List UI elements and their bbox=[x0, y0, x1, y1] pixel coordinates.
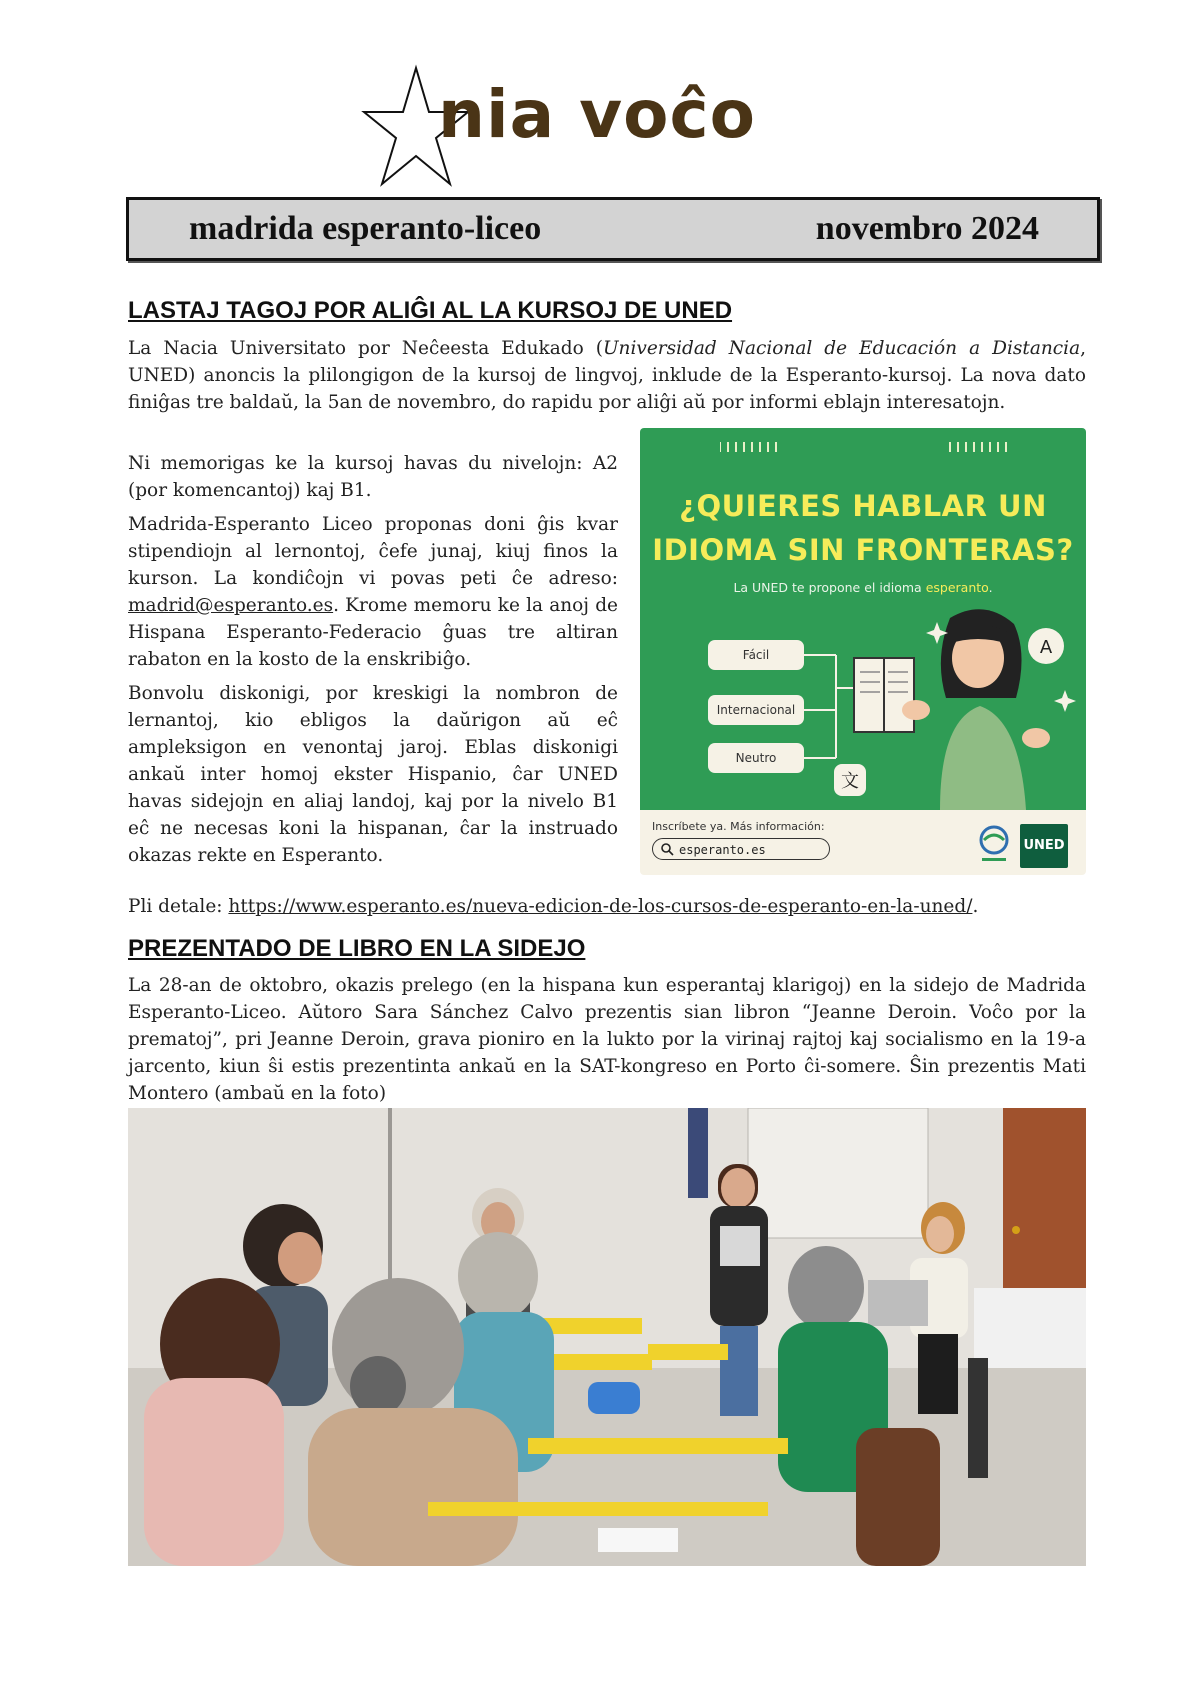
article1-p2: Ni memorigas ke la kursoj havas du nivelojn: A2 (por komencantoj) kaj B1. bbox=[128, 453, 618, 501]
article1-p3: Madrida-Esperanto Liceo proponas doni ĝis kvar stipendiojn al lernontoj, ĉefe junaj, kiuj finos la kurson. La kondiĉojn vi povas peti ĉe adreso: madrid@esperanto.es. Krome memoru ke la anoj de Hispana Esperanto-Federacio ĝuas tre altiran rabaton en la kosto de la enskribiĝo. bbox=[128, 514, 618, 670]
article1-more: Pli detale: https://www.esperanto.es/nueva-edicion-de-los-cursos-de-esperanto-en-la-uned/. bbox=[128, 896, 979, 917]
poster-search-box: esperanto.es bbox=[652, 838, 830, 860]
search-icon bbox=[661, 843, 674, 856]
banner-issue-date: novembro 2024 bbox=[815, 210, 1039, 247]
uned-logo: UNED bbox=[1020, 824, 1068, 868]
poster-glyph: 文 bbox=[841, 771, 859, 792]
masthead-title: nia voĉo bbox=[438, 76, 756, 153]
article1-p4: Bonvolu diskonigi, por kreskigi la nombron de lernantoj, kio ebligos la daŭrigon aŭ eĉ ampleksigon en venontaj jaroj. Eblas diskonigi ankaŭ inter homoj ekster Hispanio, ĉar UNED havas sidejojn en aliaj landoj, kaj por la nivelo B1 eĉ ne necesas koni la hispanan, ĉar la instruado okazas rekte en Esperanto. bbox=[128, 683, 618, 866]
event-photo-illustration bbox=[128, 1108, 1086, 1566]
event-photo bbox=[128, 1108, 1086, 1566]
email-link[interactable]: madrid@esperanto.es bbox=[128, 595, 334, 616]
esperanto-logo-icon bbox=[976, 824, 1012, 868]
poster-letter-a: A bbox=[1039, 637, 1053, 658]
poster-subtitle: La UNED te propone el idioma esperanto. bbox=[733, 580, 993, 595]
girl-with-book-illustration bbox=[830, 598, 1086, 810]
pill-neutro: Neutro bbox=[708, 743, 804, 773]
uned-poster bbox=[640, 428, 1086, 875]
banner-publisher: madrida esperanto-liceo bbox=[189, 210, 542, 247]
masthead bbox=[360, 62, 920, 192]
pill-internacional: Internacional bbox=[708, 695, 804, 725]
more-info-link[interactable]: https://www.esperanto.es/nueva-edicion-de-los-cursos-de-esperanto-en-la-uned/ bbox=[228, 896, 973, 917]
article2-body: La 28-an de oktobro, okazis prelego (en la hispana kun esperantaj klarigoj) en la sidejo de Madrida Esperanto-Liceo. Aŭtoro Sara Sánchez Calvo prezentis sian libron “Jeanne Deroin. Voĉo por la prematoj”, pri Jeanne Deroin, grava pioniro en la lukto por la virinaj rajtoj kaj socialismo en la 19-a jarcento, kiun ŝi estis prezentinta ankaŭ en la SAT-kongreso en Porto ĉi-somere. Ŝin prezentis Mati Montero (ambaŭ en la foto) bbox=[128, 975, 1086, 1104]
article1-column bbox=[128, 450, 618, 876]
pill-facil: Fácil bbox=[708, 640, 804, 670]
poster-headline: ¿QUIERES HABLAR UN IDIOMA SIN FRONTERAS? bbox=[652, 489, 1074, 567]
article2-heading: PREZENTADO DE LIBRO EN LA SIDEJO bbox=[128, 935, 586, 962]
article1-intro: La Nacia Universitato por Neĉeesta Edukado (Universidad Nacional de Educación a Distancia, UNED) anoncis la plilongigon de la kursoj de lingvoj, inklude de la Esperanto-kursoj. La nova dato finiĝas tre baldaŭ, la 5an de novembro, do rapidu por aliĝi aŭ por informi eblajn interesatojn. bbox=[128, 338, 1086, 413]
article1-intro-italic: Universidad Nacional de Educación a Distancia bbox=[602, 338, 1081, 359]
article1-heading: LASTAJ TAGOJ POR ALIĜI AL LA KURSOJ DE UNED bbox=[128, 297, 733, 324]
poster-cta: Inscríbete ya. Más información: bbox=[652, 820, 825, 833]
banner bbox=[126, 197, 1100, 261]
